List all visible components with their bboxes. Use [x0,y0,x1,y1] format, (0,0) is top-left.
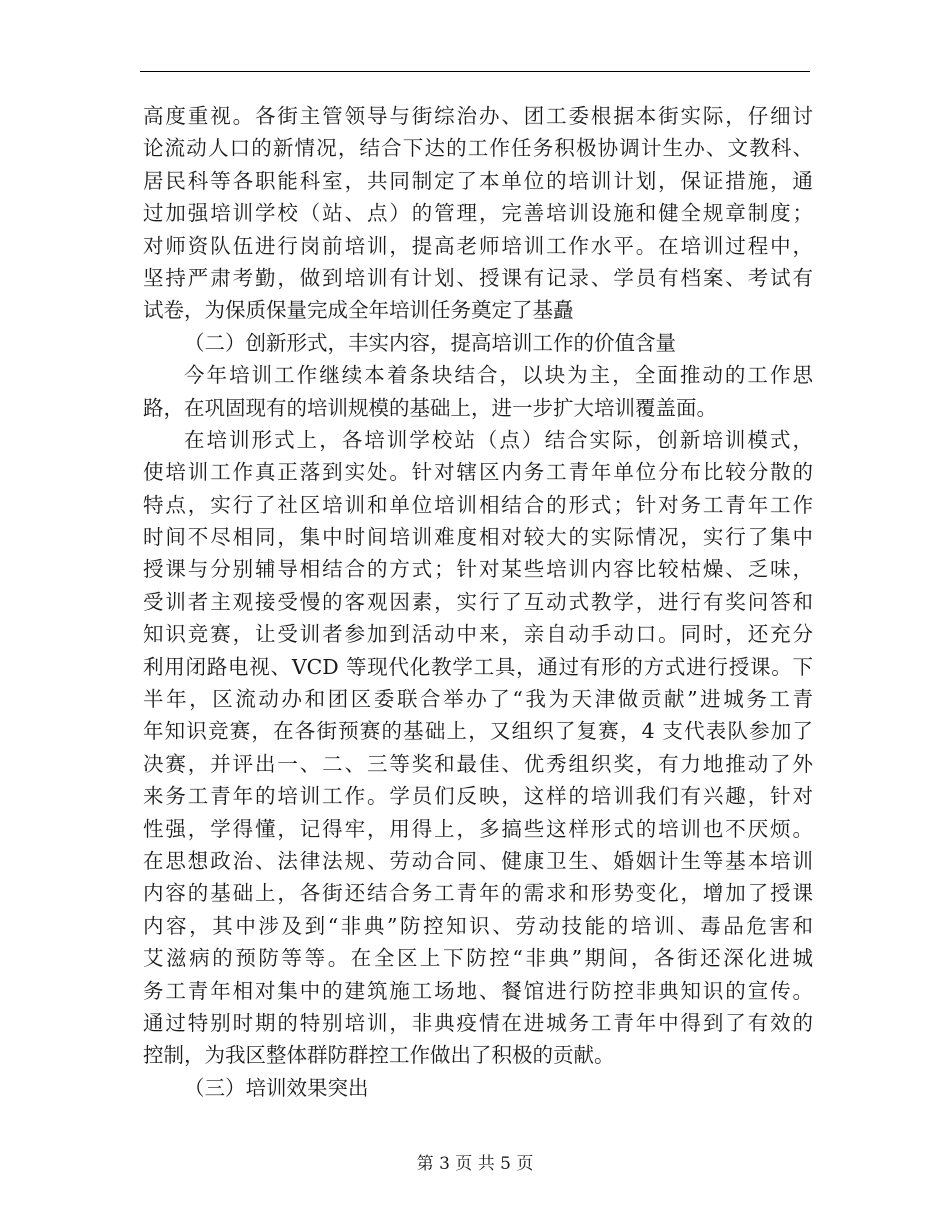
footer-middle: 页 共 [455,1154,495,1174]
text-line: 务工青年相对集中的建筑施工场地、餐馆进行防控非典知识的宣传。 [143,978,813,1003]
text-line: 今年培训工作继续本着条块结合，以块为主，全面推动的工作思 [184,363,813,388]
text-line: 路，在巩固现有的培训规模的基础上，进一步扩大培训覆盖面。 [143,395,717,420]
text-line: 过加强培训学校（站、点）的管理，完善培训设施和健全规章制度； [143,201,813,226]
text-line: 坚持严肃考勤，做到培训有计划、授课有记录、学员有档案、考试有 [143,265,813,290]
text-line: 通过特别时期的特别培训，非典疫情在进城务工青年中得到了有效的 [143,1010,813,1035]
footer-page-number: 3 [439,1154,450,1174]
text-line: 在思想政治、法律法规、劳动合同、健康卫生、婚姻计生等基本培训 [143,848,813,873]
text-line: 时间不尽相同，集中时间培训难度相对较大的实际情况，实行了集中 [143,525,813,550]
text-line: 利用闭路电视、VCD 等现代化教学工具，通过有形的方式进行授课。下 [143,654,813,679]
text-line: 半年，区流动办和团区委联合举办了“我为天津做贡献”进城务工青 [143,687,813,712]
text-line: 试卷，为保质保量完成全年培训任务奠定了基矗 [143,298,574,323]
text-line: 在培训形式上，各培训学校站（点）结合实际，创新培训模式， [184,427,813,452]
text-line: 决赛，并评出一、二、三等奖和最佳、优秀组织奖，有力地推动了外 [143,751,813,776]
text-line: 授课与分别辅导相结合的方式；针对某些培训内容比较枯燥、乏味， [143,557,813,582]
text-line: 来务工青年的培训工作。学员们反映，这样的培训我们有兴趣，针对 [143,784,813,809]
footer-total-pages: 5 [500,1154,511,1174]
section-heading: （二）创新形式，丰实内容，提高培训工作的价值含量 [184,330,676,355]
text-line: 知识竞赛，让受训者参加到活动中来，亲自动手动口。同时，还充分 [143,622,813,647]
text-line: 高度重视。各街主管领导与街综治办、团工委根据本街实际，仔细讨 [143,104,813,128]
text-line: 性强，学得懂，记得牢，用得上，多搞些这样形式的培训也不厌烦。 [143,816,813,841]
text-line: 内容的基础上，各街还结合务工青年的需求和形势变化，增加了授课 [143,881,813,906]
text-line: 特点，实行了社区培训和单位培训相结合的形式；针对务工青年工作 [143,492,813,517]
text-line: 艾滋病的预防等等。在全区上下防控“非典”期间，各街还深化进城 [143,946,813,971]
text-line: 内容，其中涉及到“非典”防控知识、劳动技能的培训、毒品危害和 [143,913,813,938]
text-line: 使培训工作真正落到实处。针对辖区内务工青年单位分布比较分散的 [143,460,813,485]
text-line: 受训者主观接受慢的客观因素，实行了互动式教学，进行有奖问答和 [143,589,813,614]
page-footer [0,1152,950,1176]
body-text [143,100,813,1104]
text-line: 对师资队伍进行岗前培训，提高老师培训工作水平。在培训过程中， [143,233,813,258]
footer-suffix: 页 [516,1154,534,1174]
text-line: 论流动人口的新情况，结合下达的工作任务积极协调计生办、文教科、 [143,136,813,161]
section-heading: （三）培训效果突出 [184,1075,369,1100]
footer-prefix: 第 [416,1154,434,1174]
text-line: 居民科等各职能科室，共同制定了本单位的培训计划，保证措施，通 [143,168,813,193]
text-line: 年知识竞赛，在各街预赛的基础上，又组织了复赛，4 支代表队参加了 [143,719,813,744]
header-rule [140,71,810,72]
text-line: 控制，为我区整体群防群控工作做出了积极的贡献。 [143,1043,615,1068]
